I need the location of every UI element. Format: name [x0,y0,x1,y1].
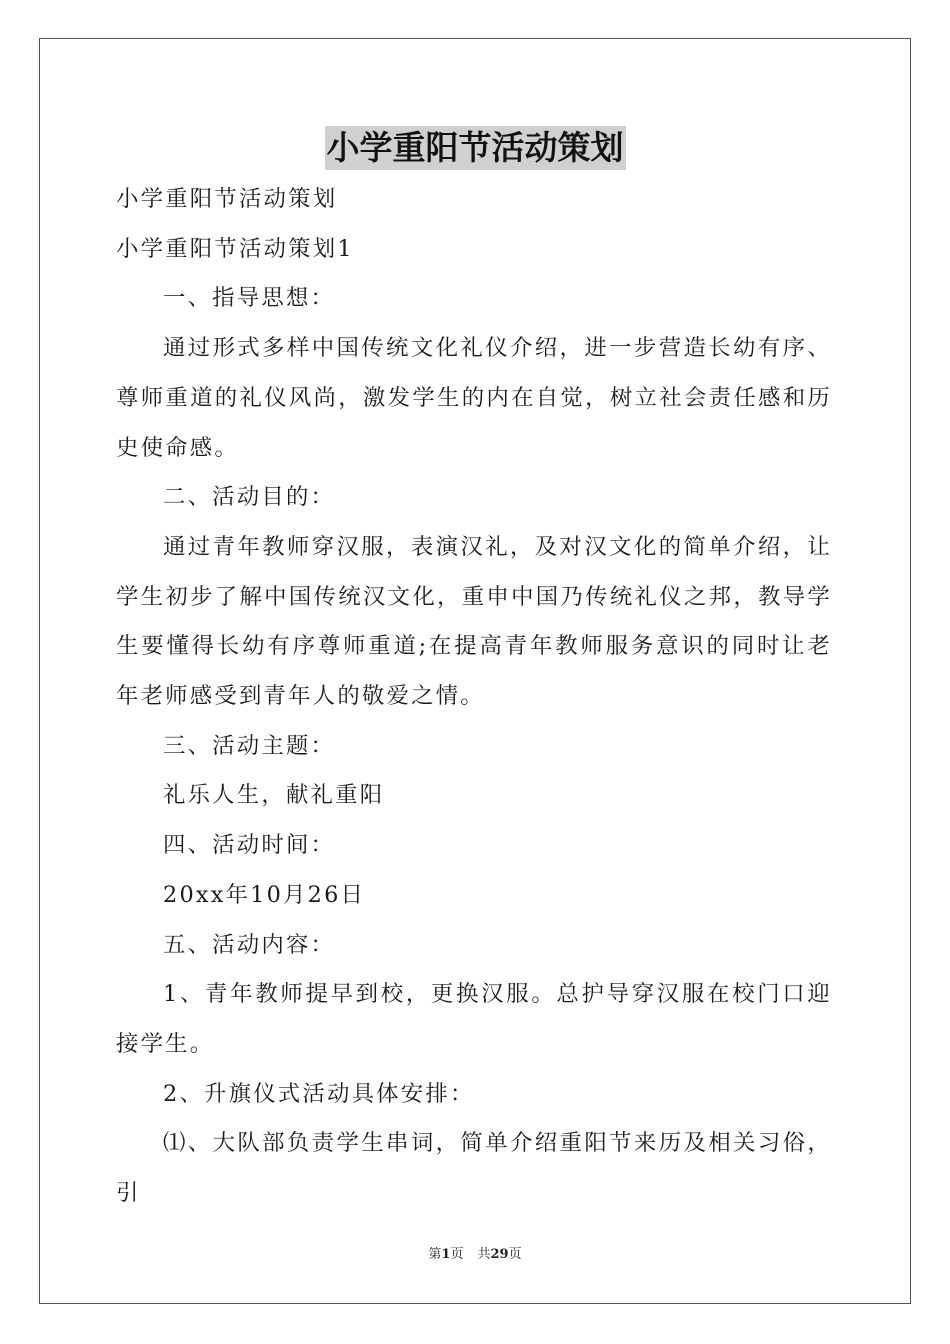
paragraph: 二、活动目的： [163,484,336,511]
paragraph: 小学重阳节活动策划 [116,186,338,212]
paragraph: 1、青年教师提早到校，更换汉服。总护导穿汉服在校门口迎接学生。 [116,981,832,1057]
paragraph: ⑴、大队部负责学生串词，简单介绍重阳节来历及相关习俗，引 [116,1130,832,1207]
paragraph: 通过青年教师穿汉服，表演汉礼，及对汉文化的简单介绍，让学生初步了解中国传统汉文化，重申中国乃传统礼仪之邦，教导学生要懂得长幼有序尊师重道;在提高青年教师服务意识的同时让老年老师感受到青年人的敬爱之情。 [116,533,832,710]
paragraph: 2、升旗仪式活动具体安排： [163,1080,475,1107]
page-footer [0,1246,950,1264]
page-total: 共29页 [477,1247,522,1262]
document-body [116,175,832,1219]
paragraph: 小学重阳节活动策划1 [116,235,354,262]
document-title: 小学重阳节活动策划 [325,126,626,170]
paragraph: 五、活动内容： [163,931,336,958]
page-number: 第1页 [428,1247,464,1262]
paragraph: 礼乐人生，献礼重阳 [163,782,385,809]
title-container [0,126,950,170]
paragraph: 通过形式多样中国传统文化礼仪介绍，进一步营造长幼有序、尊师重道的礼仪风尚，激发学生的内在自觉，树立社会责任感和历史使命感。 [116,335,832,461]
paragraph: 20xx年10月26日 [163,881,366,908]
paragraph: 四、活动时间： [163,832,336,859]
paragraph: 一、指导思想： [163,285,336,312]
paragraph: 三、活动主题： [163,732,336,759]
